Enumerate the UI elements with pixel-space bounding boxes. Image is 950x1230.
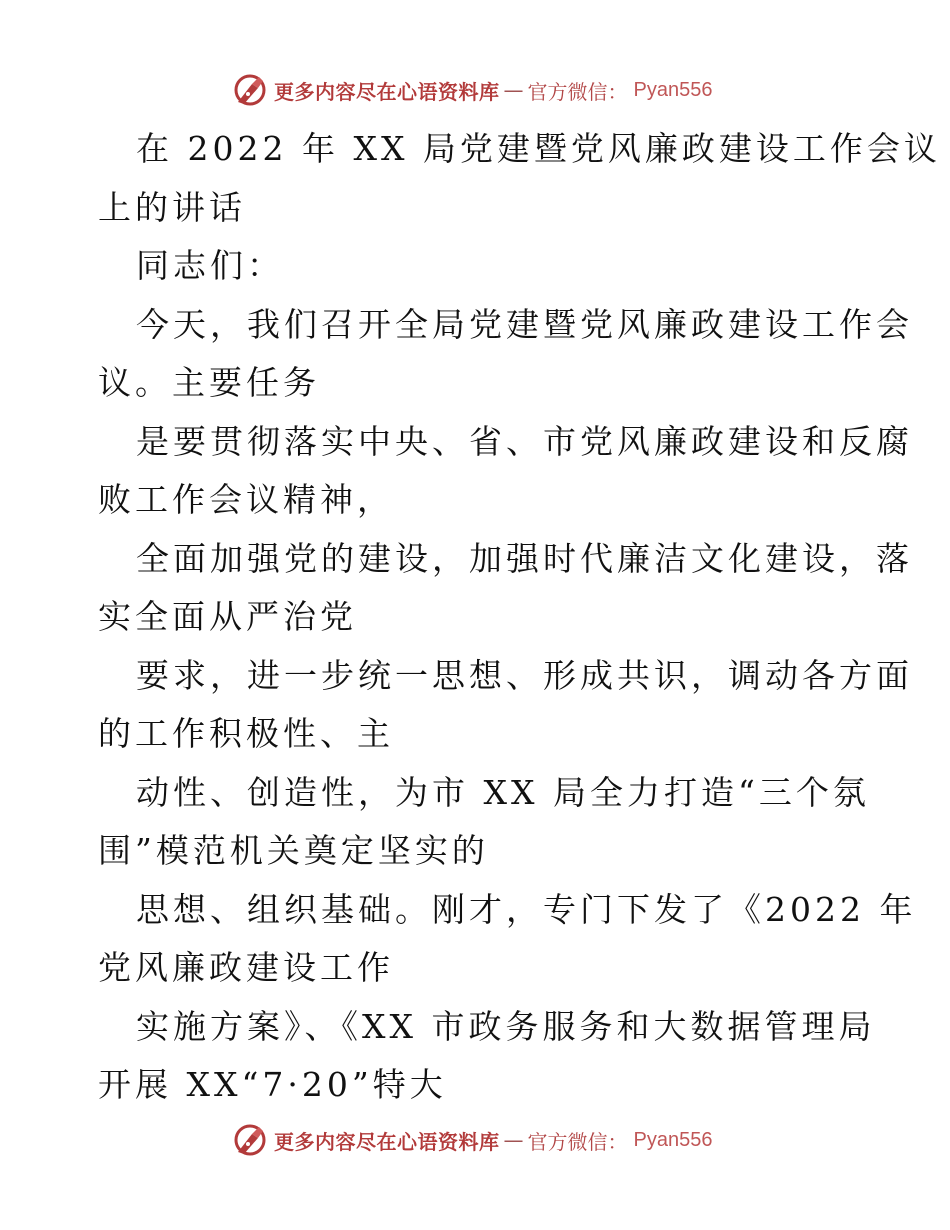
- paragraph-line: 今天，我们召开全局党建暨党风廉政建设工作会: [136, 304, 913, 344]
- paragraph-line: 思想、组织基础。刚才，专门下发了《2022 年: [136, 889, 917, 929]
- watermark-wechat-id: Pyan556: [633, 78, 713, 101]
- watermark-dash: —: [503, 78, 524, 102]
- footer-watermark-banner: [232, 1120, 712, 1160]
- paragraph-line: 动性、创造性，为市 XX 局全力打造“三个氛: [136, 772, 870, 812]
- watermark-wechat-id: Pyan556: [633, 1128, 713, 1151]
- pen-nib-logo-icon: [232, 1122, 268, 1158]
- watermark-brand-text: 更多内容尽在心语资料库: [274, 79, 500, 104]
- watermark-wechat-label: 官方微信：: [527, 1129, 628, 1154]
- paragraph-line: 围”模范机关奠定坚实的: [98, 831, 489, 870]
- paragraph-line: 败工作会议精神，: [98, 480, 394, 519]
- title-line-2: 上的讲话: [98, 187, 246, 227]
- paragraph-line: 开展 XX“7·20”特大: [98, 1065, 447, 1104]
- paragraph-line: 实施方案》、《XX 市政务服务和大数据管理局: [136, 1006, 876, 1046]
- paragraph-line: 全面加强党的建设，加强时代廉洁文化建设，落: [136, 538, 913, 578]
- watermark-dash: —: [503, 1128, 524, 1152]
- paragraph-line: 实全面从严治党: [98, 597, 357, 636]
- watermark-brand-text: 更多内容尽在心语资料库: [274, 1129, 500, 1154]
- title-line-1: 在 2022 年 XX 局党建暨党风廉政建设工作会议: [136, 129, 941, 168]
- salutation: 同志们：: [136, 246, 284, 285]
- paragraph-line: 的工作积极性、主: [98, 714, 394, 753]
- paragraph-line: 要求，进一步统一思想、形成共识，调动各方面: [136, 655, 913, 695]
- watermark-wechat-label: 官方微信：: [527, 79, 628, 104]
- paragraph-line: 是要贯彻落实中央、省、市党风廉政建设和反腐: [136, 421, 913, 461]
- header-watermark-banner: [232, 70, 712, 110]
- document-body: [98, 120, 941, 1115]
- pen-nib-logo-icon: [232, 72, 268, 108]
- paragraph-line: 党风廉政建设工作: [98, 948, 394, 987]
- paragraph-line: 议。主要任务: [98, 363, 320, 402]
